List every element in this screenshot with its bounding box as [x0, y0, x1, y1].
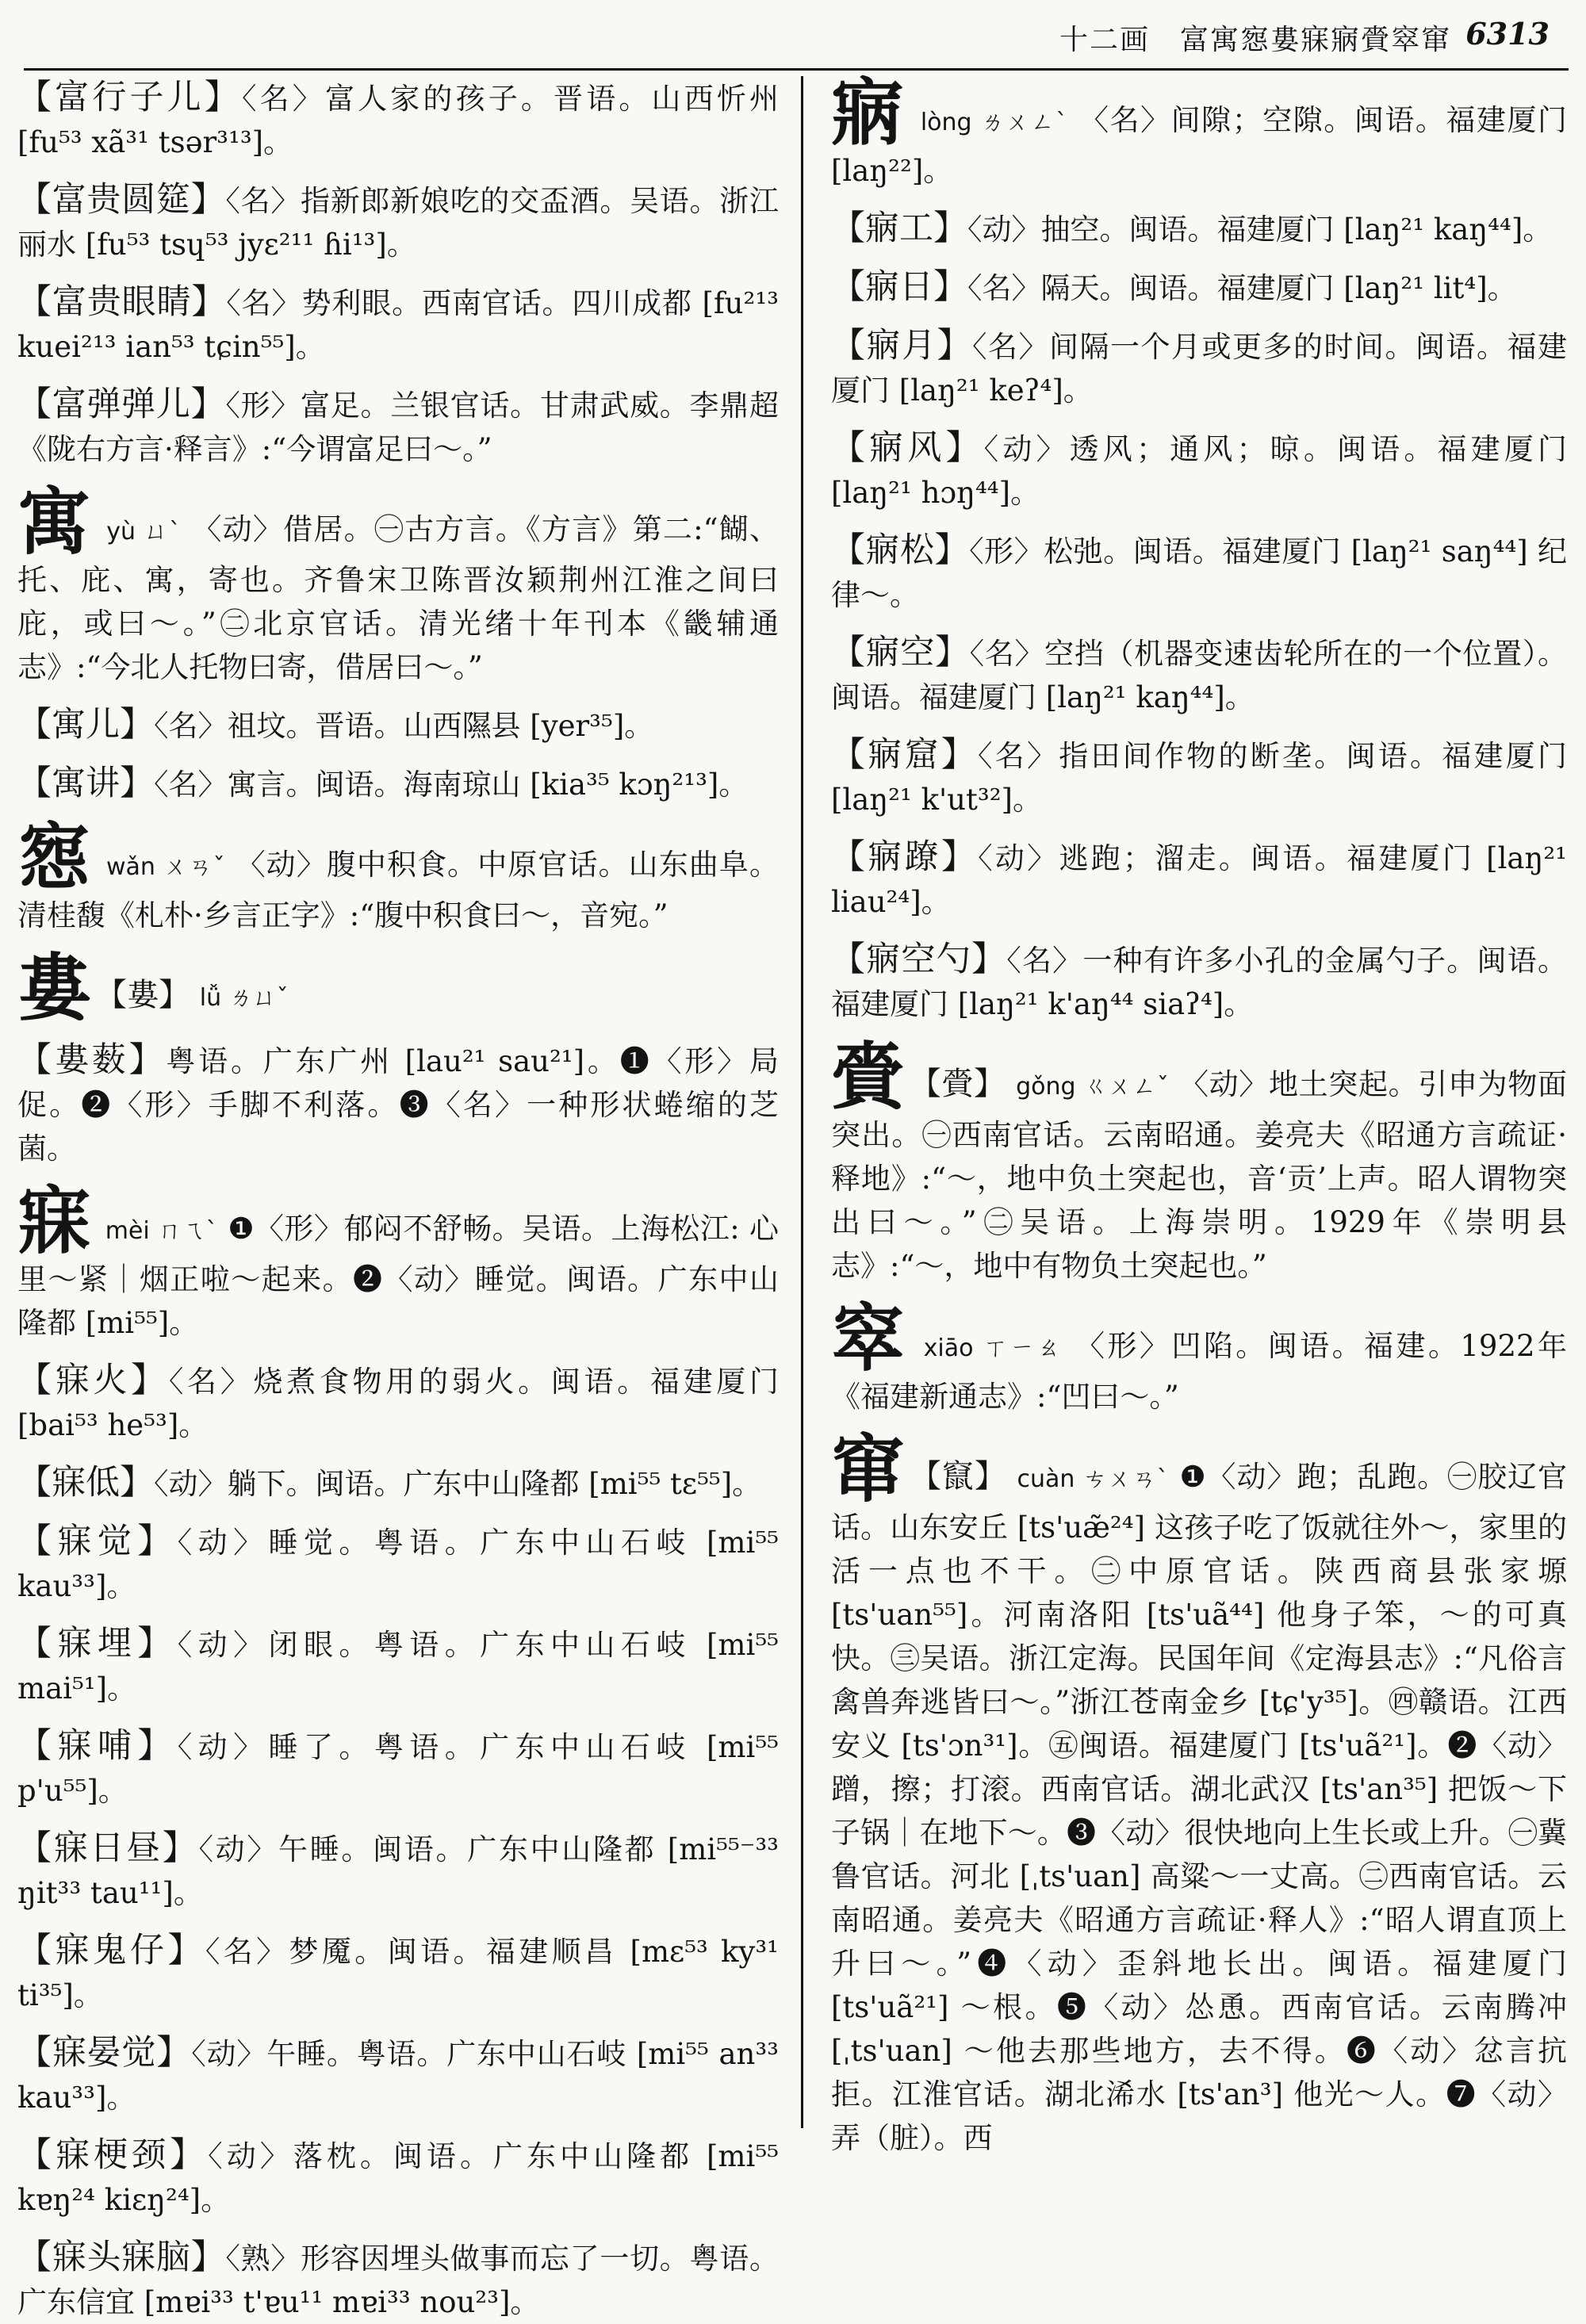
definition-text: 〈动〉腹中积食。中原官话。山东曲阜。清桂馥《札朴·乡言正字》:“腹中积食曰～，音宛。” — [17, 848, 779, 932]
pinyin-reading: wǎn ㄨㄢˇ — [105, 853, 226, 881]
definition-text: 〈动〉逃跑；溜走。闽语。福建厦门 [laŋ²¹ liau²⁴]。 — [831, 841, 1567, 919]
compound-head: 【寐火】 — [17, 1361, 169, 1400]
definition-text: 〈名〉烧煮食物用的弱火。闽语。福建厦门 [bai⁵³ he⁵³]。 — [17, 1365, 780, 1442]
compound-head: 【寐晏觉】 — [17, 2033, 192, 2073]
headword-char: 寐 — [17, 1178, 91, 1264]
compound-head: 【寎空勺】 — [831, 940, 1007, 979]
variant-form: 【賫】 — [909, 1066, 1006, 1102]
variant-form: 【婁】 — [95, 977, 191, 1013]
definition-text: 〈动〉透风；通风；晾。闽语。福建厦门 [laŋ²¹ hɔŋ⁴⁴]。 — [831, 432, 1568, 510]
headword-char: 窜 — [831, 1426, 905, 1512]
definition-text: 〈名〉间隔一个月或更多的时间。闽语。福建厦门 [laŋ²¹ keʔ⁴]。 — [831, 330, 1567, 408]
compound-head: 【富弹弹儿】 — [17, 385, 226, 424]
definition-text: 〈动〉地土突起。引申为物面突出。㊀西南官话。云南昭通。姜亮夫《昭通方言疏证·释地》:“～，地中负土突起也，音‘贡’上声。昭人谓物突出曰～。”㊁吴语。上海崇明。1929年《崇明县志》:“～，地中有物负土突起也。” — [831, 1067, 1567, 1283]
page-number: 6313 — [1465, 16, 1550, 52]
compound-entry — [17, 1359, 779, 1447]
header-rule — [24, 68, 1569, 71]
pinyin-reading: yù ㄩˋ — [106, 518, 182, 546]
headword-entry — [17, 945, 779, 1031]
headword-entry — [831, 1426, 1567, 2160]
compound-entry — [17, 1929, 779, 2017]
definition-text: 〈熟〉形容因埋头做事而忘了一切。粤语。广东信宜 [mɐi³³ t'ɐu¹¹ mɐi³³ nou²³]。 — [17, 2242, 779, 2319]
headword-char: 寎 — [831, 70, 906, 155]
pinyin-reading: mèi ㄇㄟˋ — [105, 1217, 219, 1245]
definition-text: 〈动〉躺下。闽语。广东中山隆都 [mi⁵⁵ tɛ⁵⁵]。 — [154, 1467, 762, 1501]
pinyin-reading: cuàn ㄘㄨㄢˋ — [1017, 1465, 1170, 1493]
compound-head: 【寎松】 — [831, 530, 970, 570]
pinyin-reading: xiāo ㄒㄧㄠ — [923, 1334, 1063, 1362]
headword-entry — [831, 1296, 1567, 1419]
compound-entry — [17, 1520, 779, 1608]
definition-text: 〈动〉抽空。闽语。福建厦门 [laŋ²¹ kaŋ⁴⁴]。 — [967, 212, 1553, 247]
compound-entry — [17, 703, 779, 748]
compound-head: 【寐低】 — [17, 1463, 154, 1503]
definition-text: 〈名〉间隙；空隙。闽语。福建厦门 [laŋ²²]。 — [831, 103, 1567, 188]
compound-entry — [831, 938, 1567, 1026]
definition-text: 〈动〉闭眼。粤语。广东中山石岐 [mi⁵⁵ mai⁵¹]。 — [17, 1628, 780, 1706]
headword-char: 窣 — [831, 1296, 907, 1381]
headword-char: 婁 — [17, 945, 91, 1031]
compound-entry — [17, 2031, 779, 2119]
column-divider — [801, 76, 803, 2128]
left-column — [17, 76, 780, 2319]
compound-head: 【寐头寐脑】 — [17, 2238, 226, 2277]
compound-head: 【寎空】 — [831, 633, 970, 672]
compound-entry — [17, 2236, 779, 2324]
compound-head: 【富行子儿】 — [17, 78, 242, 117]
definition-text: 〈名〉指田间作物的断垄。闽语。福建厦门 [laŋ²¹ k'ut³²]。 — [831, 739, 1567, 817]
compound-entry — [831, 733, 1567, 821]
compound-entry — [17, 1039, 779, 1170]
compound-head: 【寎窟】 — [831, 735, 978, 775]
compound-entry — [831, 836, 1567, 924]
compound-entry — [17, 2134, 779, 2222]
running-header — [0, 0, 1586, 73]
compound-entry — [17, 178, 779, 266]
headword-char: 寓 — [17, 479, 92, 565]
definition-text: 〈形〉凹陷。闽语。福建。1922年《福建新通志》:“凹曰～。” — [831, 1329, 1567, 1414]
definition-text: 〈形〉松弛。闽语。福建厦门 [laŋ²¹ saŋ⁴⁴] 纪律～。 — [831, 534, 1568, 612]
headword-char: 賫 — [831, 1034, 905, 1120]
compound-head: 【富贵圆筵】 — [17, 180, 226, 220]
headword-entry — [831, 70, 1567, 193]
header-title: 十二画 富寓惌婁寐寎賫窣窜 — [1059, 24, 1451, 56]
compound-entry — [17, 1827, 779, 1915]
definition-text: ❶〈动〉跑；乱跑。㊀胶辽官话。山东安丘 [ts'uæ̃²⁴] 这孩子吃了饭就往外～，家里的活一点也不干。㊁中原官话。陕西商县张家塬 [ts'uan⁵⁵]。河南洛阳 [ts'uã⁴⁴] 他身子笨，～的可真快。㊂吴语。浙江定海。民国年间《定海县志》:“凡俗言禽兽奔逃皆曰～。”浙江苍南金乡 [tɕ'y³⁵]。㊃赣语。江西安义 [ts'ɔn³¹]。㊄闽语。福建厦门 [ts'uã²¹]。❷〈动〉蹭，擦；打滚。西南官话。湖北武汉 [ts'an³⁵] 把饭～下子锅｜在地下～。❸〈动〉很快地向上生长或上升。㊀冀鲁官话。河北 [ˌts'uan] 高粱～一丈高。㊁西南官话。云南昭通。姜亮夫《昭通方言疏证·释人》:“昭人谓直顶上升曰～。”❹〈动〉歪斜地长出。闽语。福建厦门 [ts'uã²¹] ～根。❺〈动〉怂恿。西南官话。云南腾冲 [ˌts'uan] ～他去那些地方，去不得。❻〈动〉忿言抗拒。江淮官话。湖北浠水 [ts'an³] 他光～人。❼〈动〉弄（脏）。西 — [831, 1460, 1567, 2155]
definition-text: 〈动〉借居。㊀古方言。《方言》第二:“餬、托、庇、寓，寄也。齐鲁宋卫陈晋汝颖荆州江淮之间曰庇，或曰～。”㊁北京官话。清光绪十年刊本《畿辅通志》:“今北人托物曰寄，借居曰～。” — [17, 512, 779, 684]
definition-text: 〈名〉寓言。闽语。海南琼山 [kia³⁵ kɔŋ²¹³]。 — [154, 768, 749, 802]
definition-text: 〈动〉落枕。闽语。广东中山隆都 [mi⁵⁵ kɐŋ²⁴ kiɛŋ²⁴]。 — [17, 2139, 779, 2217]
definition-text: 〈名〉祖坟。晋语。山西隰县 [yer³⁵]。 — [154, 709, 654, 743]
definition-text: 〈名〉富人家的孩子。晋语。山西忻州 [fu⁵³ xã³¹ tsər³¹³]。 — [17, 82, 780, 159]
compound-entry — [17, 76, 779, 164]
headword-entry — [17, 479, 779, 689]
definition-text: 〈名〉空挡（机器变速齿轮所在的一个位置）。闽语。福建厦门 [laŋ²¹ kaŋ⁴⁴]。 — [831, 637, 1568, 714]
definition-text: 〈名〉梦魇。闽语。福建顺昌 [mɛ⁵³ ky³¹ ti³⁵]。 — [17, 1935, 779, 2012]
pinyin-reading: lòng ㄌㄨㄥˋ — [920, 109, 1069, 136]
definition-text: 〈动〉午睡。闽语。广东中山隆都 [mi⁵⁵⁻³³ ŋit³³ tau¹¹]。 — [17, 1832, 780, 1910]
compound-head: 【寐哺】 — [17, 1726, 178, 1766]
definition-text: 〈名〉指新郎新娘吃的交盃酒。吴语。浙江丽水 [fu⁵³ tsɥ⁵³ jyɛ²¹¹ ɦi¹³]。 — [17, 184, 779, 262]
headword-entry — [831, 1034, 1567, 1288]
compound-head: 【寎日】 — [831, 267, 967, 307]
definition-text: 〈动〉睡觉。粤语。广东中山石岐 [mi⁵⁵ kau³³]。 — [17, 1526, 780, 1603]
compound-entry — [831, 631, 1567, 719]
compound-head: 【寎风】 — [831, 428, 984, 468]
compound-head: 【寓儿】 — [17, 705, 154, 745]
compound-head: 【寐日昼】 — [17, 1828, 199, 1868]
compound-head: 【寎蹽】 — [831, 837, 979, 877]
compound-entry — [831, 324, 1567, 412]
definition-text: ❶〈形〉郁闷不舒畅。吴语。上海松江: 心里～紧｜烟正啦～起来。❷〈动〉睡觉。闽语。广东中山隆都 [mi⁵⁵]。 — [17, 1212, 779, 1340]
compound-entry — [17, 1622, 779, 1710]
definition-text: 〈名〉势利眼。西南官话。四川成都 [fu²¹³ kuei²¹³ ian⁵³ tɕin⁵⁵]。 — [17, 286, 780, 364]
compound-entry — [17, 281, 779, 369]
compound-entry — [831, 207, 1567, 251]
compound-entry — [17, 1725, 779, 1813]
variant-form: 【竄】 — [909, 1458, 1007, 1495]
definition-text: 〈名〉隔天。闽语。福建厦门 [laŋ²¹ lit⁴]。 — [967, 271, 1517, 305]
compound-head: 【富贵眼睛】 — [17, 282, 227, 322]
compound-entry — [17, 762, 779, 806]
compound-head: 【婁薮】 — [17, 1040, 167, 1080]
headword-entry — [17, 1178, 779, 1345]
pinyin-reading: gǒng ㄍㄨㄥˇ — [1016, 1073, 1170, 1101]
definition-text: 粤语。广东广州 [lau²¹ sau²¹]。❶〈形〉局促。❷〈形〉手脚不利落。❸〈名〉一种形状蜷缩的芝菌。 — [17, 1044, 780, 1166]
compound-head: 【寎月】 — [831, 326, 972, 366]
compound-entry — [17, 383, 779, 471]
compound-head: 【寎工】 — [831, 209, 967, 248]
compound-entry — [831, 427, 1567, 515]
definition-text: 〈形〉富足。兰银官话。甘肃武威。李鼎超《陇右方言·释言》:“今谓富足曰～。” — [17, 389, 779, 466]
compound-head: 【寓讲】 — [17, 764, 154, 803]
definition-text: 〈动〉午睡。粤语。广东中山石岐 [mi⁵⁵ an³³ kau³³]。 — [17, 2037, 779, 2115]
headword-entry — [17, 814, 779, 937]
compound-entry — [831, 529, 1567, 617]
compound-entry — [831, 266, 1567, 310]
pinyin-reading: lǚ ㄌㄩˇ — [199, 984, 289, 1012]
compound-head: 【寐埋】 — [17, 1624, 178, 1664]
compound-head: 【寐觉】 — [17, 1522, 178, 1561]
compound-head: 【寐鬼仔】 — [17, 1931, 205, 1970]
definition-text: 〈名〉一种有许多小孔的金属勺子。闽语。福建厦门 [laŋ²¹ k'aŋ⁴⁴ siaʔ⁴]。 — [831, 944, 1568, 1021]
compound-head: 【寐梗颈】 — [17, 2135, 209, 2175]
headword-char: 惌 — [17, 814, 92, 900]
compound-entry — [17, 1461, 779, 1506]
right-column — [831, 70, 1568, 2155]
definition-text: 〈动〉睡了。粤语。广东中山石岐 [mi⁵⁵ p'u⁵⁵]。 — [17, 1730, 780, 1808]
